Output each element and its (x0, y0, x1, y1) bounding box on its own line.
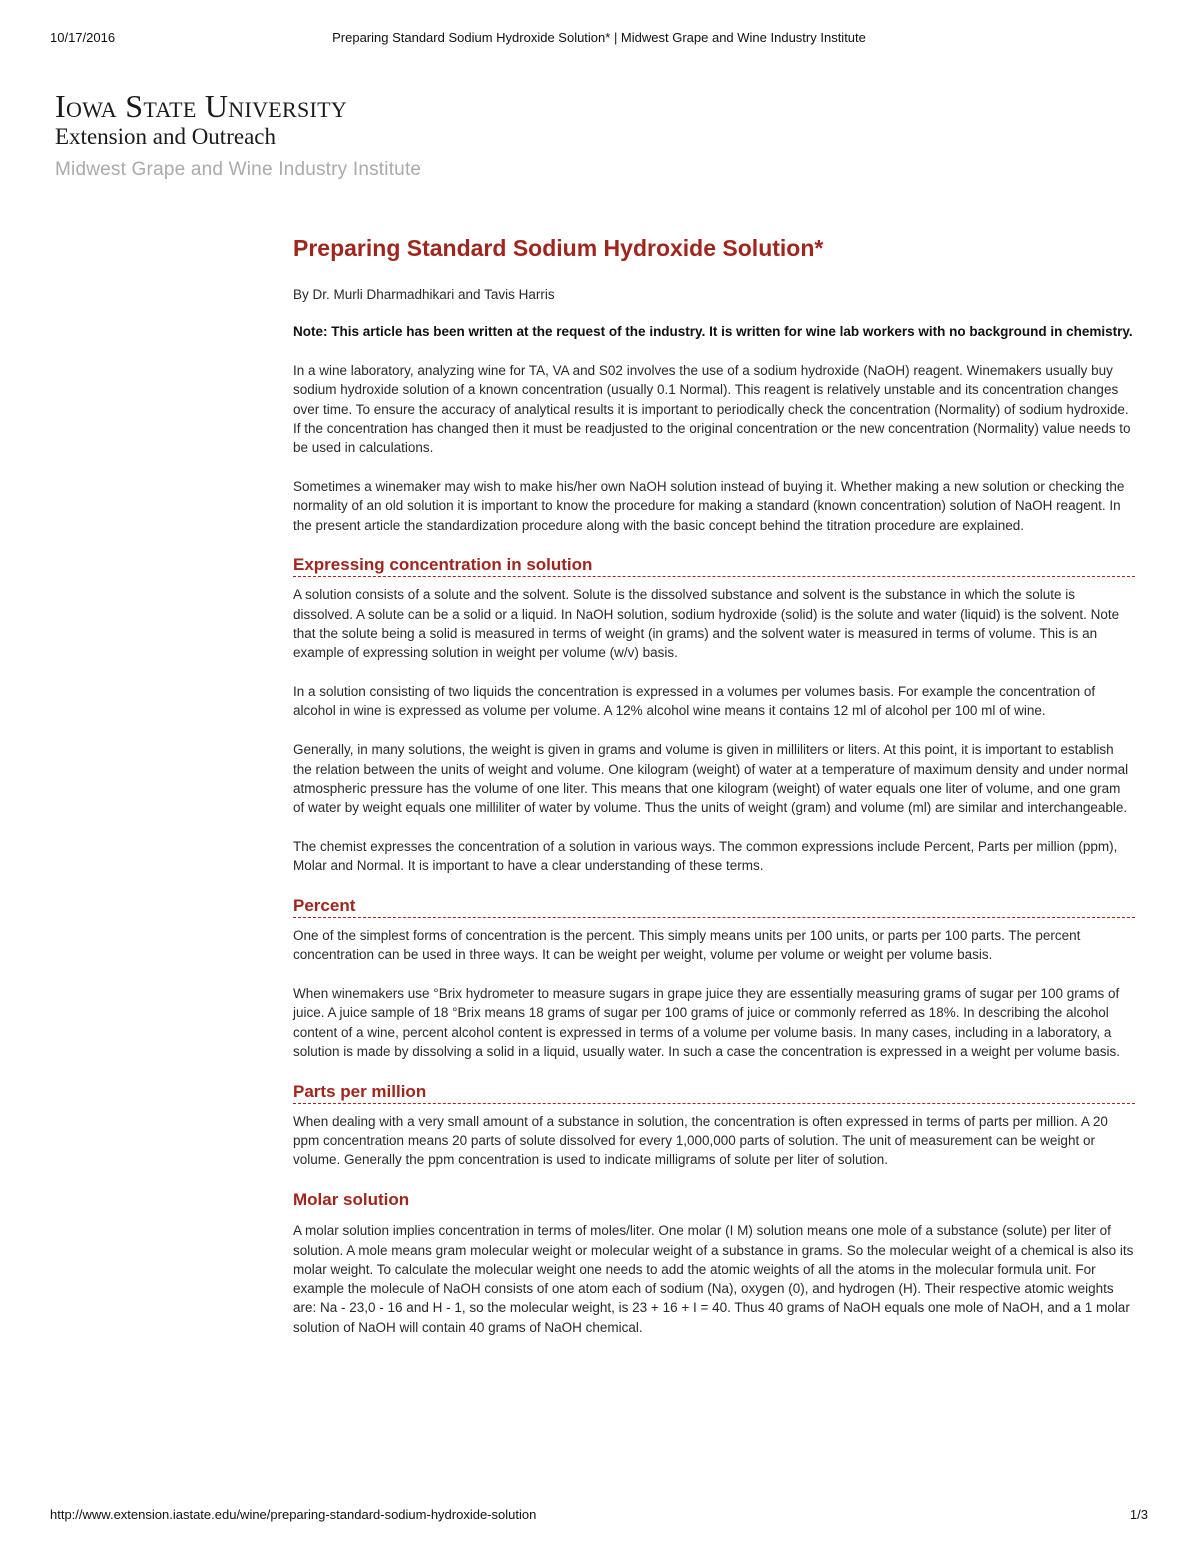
section-heading-ppm: Parts per million (293, 1081, 1135, 1104)
print-footer (50, 1507, 1148, 1527)
iowa-state-logo[interactable] (55, 88, 347, 150)
section-paragraph: When winemakers use °Brix hydrometer to measure sugars in grape juice they are essentially measuring grams of sugar per 100 grams of juice. A juice sample of 18 °Brix means 18 grams of sugar per 100 grams of juice or commonly referred as 18%. In describing the alcohol content of a wine, percent alcohol content is expressed in terms of a volume per volume basis. In many cases, including in a laboratory, a solution is made by dissolving a solid in a liquid, usually water. In such a case the concentration is expressed in a weight per volume basis. (293, 986, 1120, 1060)
print-url[interactable]: http://www.extension.iastate.edu/wine/preparing-standard-sodium-hydroxide-solution (50, 1507, 537, 1522)
print-page-title: Preparing Standard Sodium Hydroxide Solution* | Midwest Grape and Wine Industry Institute (332, 30, 866, 45)
article-note: Note: This article has been written at the request of the industry. It is written for wine lab workers with no background in chemistry. (293, 324, 1133, 340)
section-paragraph: A solution consists of a solute and the solvent. Solute is the dissolved substance and solvent is the substance in which the solute is dissolved. A solute can be a solid or a liquid. In NaOH solution, sodium hydroxide (solid) is the solute and water (liquid) is the solvent. Note that the solute being a solid is measured in terms of weight (in grams) and the solvent water is measured in terms of volume. This is an example of expressing solution in weight per volume (w/v) basis. (293, 587, 1120, 661)
article (293, 233, 1135, 1356)
print-date: 10/17/2016 (50, 30, 116, 45)
section-paragraph: The chemist expresses the concentration of a solution in various ways. The common expressions include Percent, Parts per million (ppm), Molar and Normal. It is important to have a clear understanding of these terms. (293, 838, 1118, 874)
article-title: Preparing Standard Sodium Hydroxide Solution* (293, 235, 824, 261)
section-paragraph: Generally, in many solutions, the weight is given in grams and volume is given in milliliters or liters. At this point, it is important to establish the relation between the units of weight and volume. One kilogram (weight) of water at a temperature of maximum density and under normal atmospheric pressure has the volume of one liter. This means that one kilogram (weight) of water equals one liter of volume, and one gram of water by weight equals one milliliter of water by volume. Thus the units of weight (gram) and volume (ml) are similar and interchangeable. (293, 742, 1129, 816)
page-number: 1/3 (1129, 1507, 1148, 1522)
section-paragraph: One of the simplest forms of concentration is the percent. This simply means units per 100 units, or parts per 100 parts. The percent concentration can be used in three ways. It can be weight per weight, volume per volume or weight per volume basis. (293, 928, 1081, 963)
section-heading-percent: Percent (293, 895, 1135, 918)
section-paragraph: In a solution consisting of two liquids the concentration is expressed in a volumes per volumes basis. For example the concentration of alcohol in wine is expressed as volume per volume. A 12% alcohol wine means it contains 12 ml of alcohol per 100 ml of wine. (293, 684, 1096, 719)
logo-unit: Extension and Outreach (55, 124, 276, 149)
section-heading-molar: Molar solution (293, 1190, 410, 1210)
article-byline: By Dr. Murli Dharmadhikari and Tavis Harris (293, 287, 555, 302)
intro-paragraph: Sometimes a winemaker may wish to make his/her own NaOH solution instead of buying it. Whether making a new solution or checking the normality of an old solution it is important to know the procedure for making a standard (known concentration) solution of NaOH reagent. In the present article the standardization procedure along with the basic concept behind the titration procedure are explained. (293, 479, 1125, 533)
section-heading-expressing: Expressing concentration in solution (293, 554, 1135, 577)
section-paragraph: A molar solution implies concentration in terms of moles/liter. One molar (I M) solution means one mole of a substance (solute) per liter of solution. A mole means gram molecular weight or molecular weight of a substance in grams. So the molecular weight of a chemical is also its molar weight. To calculate the molecular weight one needs to add the atomic weights of all the atoms in the molecular formula unit. For example the molecule of NaOH consists of one atom each of sodium (Na), oxygen (0), and hydrogen (H). Their respective atomic weights are: Na - 23,0 - 16 and H - 1, so the molecular weight, is 23 + 16 + I = 40. Thus 40 grams of NaOH equals one mole of NaOH, and a 1 molar solution of NaOH will contain 40 grams of NaOH chemical. (293, 1223, 1134, 1335)
section-paragraph: When dealing with a very small amount of a substance in solution, the concentration is often expressed in terms of parts per million. A 20 ppm concentration means 20 parts of solute dissolved for every 1,000,000 parts of solution. The unit of measurement can be weight or volume. Generally the ppm concentration is used to indicate milligrams of solute per liter of solution. (293, 1113, 1108, 1168)
logo-university: Iowa State University (55, 88, 348, 124)
print-header (50, 30, 1148, 50)
site-name[interactable]: Midwest Grape and Wine Industry Institute (55, 159, 422, 180)
intro-paragraph: In a wine laboratory, analyzing wine for TA, VA and S02 involves the use of a sodium hydroxide (NaOH) reagent. Winemakers usually buy sodium hydroxide solution of a known concentration (usually 0.1 Normal). This reagent is relatively unstable and its concentration changes over time. To ensure the accuracy of analytical results it is important to periodically check the concentration (Normality) of sodium hydroxide. If the concentration has changed then it must be readjusted to the original concentration or the new concentration (Normality) value needs to be used in calculations. (293, 363, 1131, 456)
